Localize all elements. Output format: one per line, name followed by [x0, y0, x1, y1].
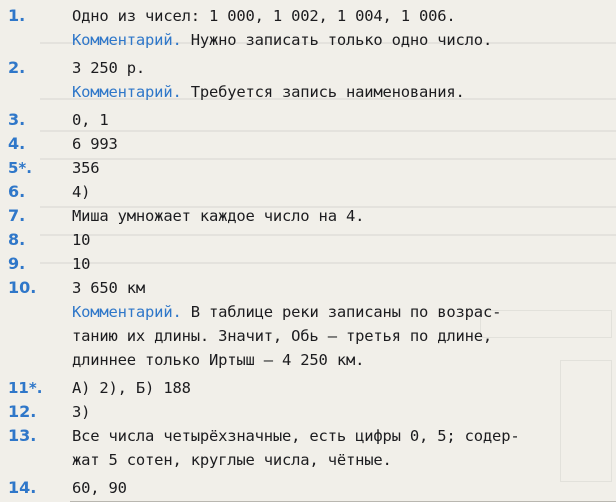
- answer-number: 7.: [8, 206, 26, 225]
- comment-text: В таблице реки записаны по возрас-: [181, 303, 502, 321]
- answer-item: [0, 228, 612, 252]
- answer-number: 6.: [8, 182, 26, 201]
- comment-label: Комментарий.: [72, 31, 182, 49]
- answer-text: 3): [72, 403, 91, 421]
- answer-text: Одно из чисел: 1 000, 1 002, 1 004, 1 006.: [72, 7, 456, 25]
- answer-continuation: [0, 348, 612, 372]
- comment-label: Комментарий.: [72, 303, 182, 321]
- answer-number: 8.: [8, 230, 26, 249]
- answer-item: [0, 276, 612, 300]
- answer-text: А) 2), Б) 188: [72, 379, 191, 397]
- continuation-text: танию их длины. Значит, Обь — третья по длине,: [72, 327, 493, 345]
- answer-comment-line: [72, 80, 465, 104]
- answer-number: 12.: [8, 402, 37, 421]
- answer-text: Все числа четырёхзначные, есть цифры 0, 5; содер-: [72, 427, 520, 445]
- answer-item: [0, 108, 612, 132]
- continuation-text: жат 5 сотен, круглые числа, чётные.: [72, 451, 392, 469]
- answer-comment: [0, 28, 612, 52]
- answer-item: [0, 156, 612, 180]
- comment-text: Нужно записать только одно число.: [181, 31, 493, 49]
- answer-item: [0, 376, 612, 400]
- answer-number: 13.: [8, 426, 37, 445]
- answer-comment-line: [72, 300, 501, 324]
- answer-item: [0, 424, 612, 448]
- answer-number: 9.: [8, 254, 26, 273]
- answer-text: Миша умножает каждое число на 4.: [72, 207, 365, 225]
- comment-label: Комментарий.: [72, 83, 182, 101]
- continuation-text: длиннее только Иртыш — 4 250 км.: [72, 351, 365, 369]
- answer-comment: [0, 300, 612, 324]
- answer-number: 5*.: [8, 159, 32, 177]
- answer-number: 2.: [8, 58, 26, 77]
- answer-number: 11*.: [8, 379, 43, 397]
- answer-number: 4.: [8, 134, 26, 153]
- answer-comment: [0, 80, 612, 104]
- answer-item: [0, 252, 612, 276]
- answer-item: [0, 204, 612, 228]
- answer-number: 14.: [8, 478, 37, 497]
- answer-item: [0, 180, 612, 204]
- answer-text: 60, 90: [72, 479, 127, 497]
- answer-item: [0, 4, 612, 28]
- answer-text: 4): [72, 183, 91, 201]
- answer-comment-line: [72, 28, 492, 52]
- answer-number: 10.: [8, 278, 37, 297]
- answer-text: 3 250 р.: [72, 59, 146, 77]
- answer-item: [0, 476, 612, 500]
- comment-text: Требуется запись наименования.: [181, 83, 465, 101]
- answer-text: 3 650 км: [72, 279, 146, 297]
- answer-text: 356: [72, 159, 100, 177]
- answer-item: [0, 132, 612, 156]
- answer-continuation: [0, 324, 612, 348]
- answer-item: [0, 400, 612, 424]
- answer-text: 10: [72, 231, 91, 249]
- answer-item: [0, 56, 612, 80]
- answer-text: 0, 1: [72, 111, 109, 129]
- answer-text: 10: [72, 255, 91, 273]
- answer-continuation: [0, 448, 612, 472]
- answer-key: [0, 4, 612, 500]
- answer-number: 3.: [8, 110, 26, 129]
- answer-number: 1.: [8, 6, 26, 25]
- answer-text: 6 993: [72, 135, 118, 153]
